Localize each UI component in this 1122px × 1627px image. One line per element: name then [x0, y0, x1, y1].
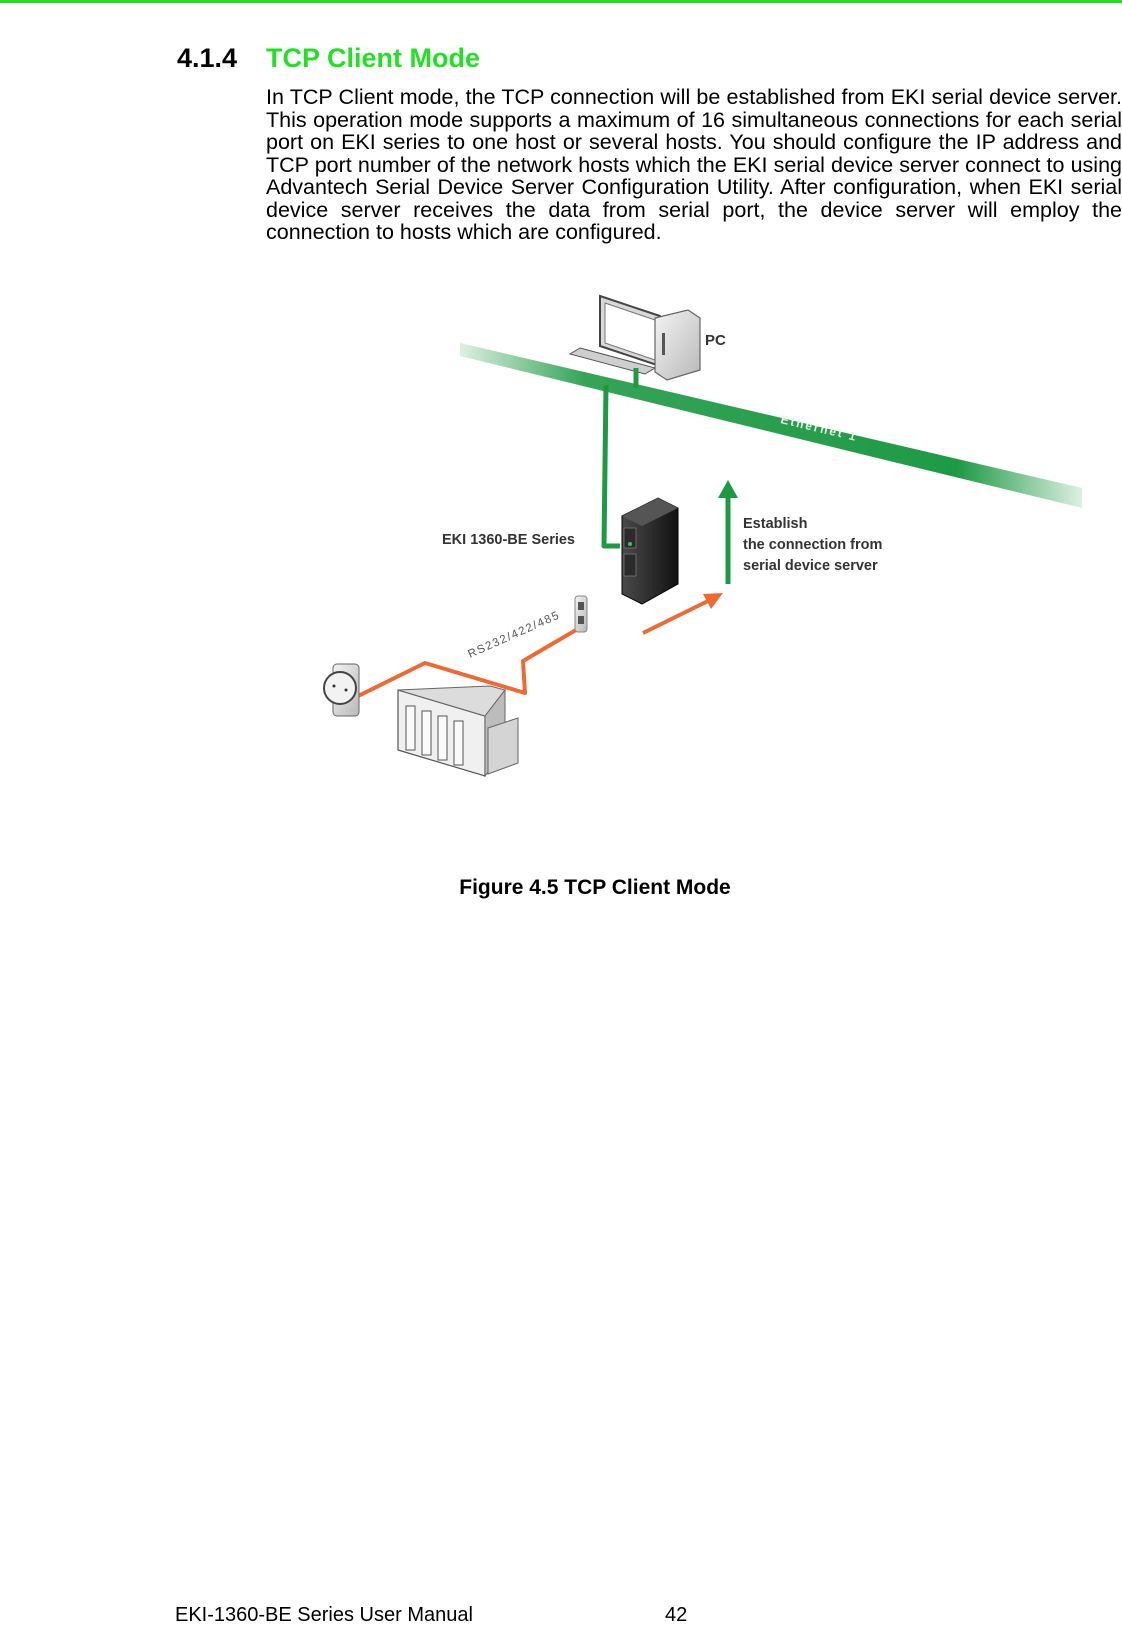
- serial-connector-icon: [575, 596, 587, 632]
- body-paragraph: In TCP Client mode, the TCP connection will be established from EKI serial device server. This operation mode supports a maximum of 16 simultaneous connections for each serial port on EKI series to one host or several hosts. You should configure the IP address and TCP port number of the network hosts which the EKI serial device server connect to using Advantech Serial Device Server Configuration Utility. After configuration, when EKI serial device server receives the data from serial port, the device server will employ the connection to hosts which are configured.: [266, 85, 1122, 244]
- top-rule: [0, 0, 1122, 3]
- figure-caption: Figure 4.5 TCP Client Mode: [459, 876, 731, 899]
- footer-manual-title: EKI-1360-BE Series User Manual: [175, 1604, 473, 1626]
- pc-label: PC: [705, 332, 726, 349]
- establish-line-3: serial device server: [743, 558, 878, 574]
- ethernet-band: [460, 343, 1082, 508]
- eki-device-icon: [622, 498, 678, 604]
- footer-page-number: 42: [665, 1604, 688, 1626]
- section-title: TCP Client Mode: [266, 43, 481, 73]
- io-rack-icon: [398, 686, 518, 776]
- device-label: EKI 1360-BE Series: [442, 532, 575, 548]
- meter-icon: [324, 664, 359, 716]
- tcp-client-mode-diagram: [310, 288, 1122, 808]
- data-flow-arrow: [643, 593, 723, 633]
- establish-line-1: Establish: [743, 516, 808, 532]
- establish-arrow: [718, 480, 738, 584]
- serial-label: RS232/422/485: [466, 609, 563, 661]
- device-ethernet-link: [604, 385, 620, 546]
- establish-line-2: the connection from: [743, 537, 883, 553]
- section-number: 4.1.4: [177, 43, 238, 73]
- ethernet-label: Ethernet 1: [779, 412, 860, 445]
